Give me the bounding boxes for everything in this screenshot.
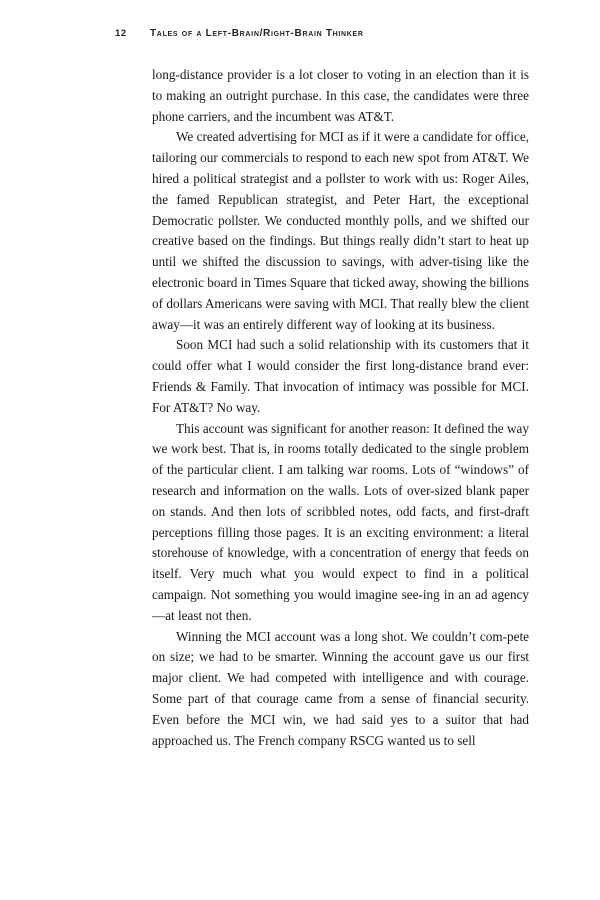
page-number: 12: [115, 28, 127, 39]
paragraph-mci-campaign: We created advertising for MCI as if it were a candidate for office, tailoring our commercials to respond to each new spot from AT&T. We hired a political strategist and a pollster to work with us: Roger Ailes, the famed Republican strategist, and Peter Hart, the exceptional Democratic pollster. We conducted monthly polls, and we shifted our creative based on the findings. But things really didn’t start to heat up until we shifted the discussion to savings, with adver-tising like the electronic board in Times Square that ticked away, showing the billions of dollars Americans were saving with MCI. That really blew the client away—it was an entirely different way of looking at its business.: [152, 129, 529, 332]
paragraph-friends-family: Soon MCI had such a solid relationship with its customers that it could offer what I would consider the first long-distance brand ever: Friends & Family. That invocation of intimacy was possible for MCI. For AT&T? No way.: [152, 337, 529, 415]
paragraph-winning-mci: Winning the MCI account was a long shot. We couldn’t com-pete on size; we had to be smarter. Winning the account gave us our first major client. We had competed with intelligence and with courage. Some part of that courage came from a sense of financial security. Even before the MCI win, we had said yes to a suitor that had approached us. The French company RSCG wanted us to sell: [152, 628, 529, 748]
body-text: [152, 65, 529, 751]
paragraph-continued: long-distance provider is a lot closer to voting in an election than it is to making an outright purchase. In this case, the candidates were three phone carriers, and the incumbent was AT&T.: [152, 67, 529, 124]
book-title: Tales of a Left-Brain/Right-Brain Thinker: [150, 28, 364, 39]
paragraph-war-rooms: This account was significant for another reason: It defined the way we work best. That is, in rooms totally dedicated to the single problem of the particular client. I am talking war rooms. Lots of “windows” of research and information on the walls. Lots of over-sized blank paper on stands. And then lots of scribbled notes, odd facts, and first-draft perceptions filling those pages. It is an exciting environment: a literal storehouse of knowledge, with a concentration of energy that feeds on itself. Very much what you would expect to find in a political campaign. Not something you would imagine see-ing in an ad agency—at least not then.: [152, 420, 529, 623]
running-head: [115, 28, 364, 42]
